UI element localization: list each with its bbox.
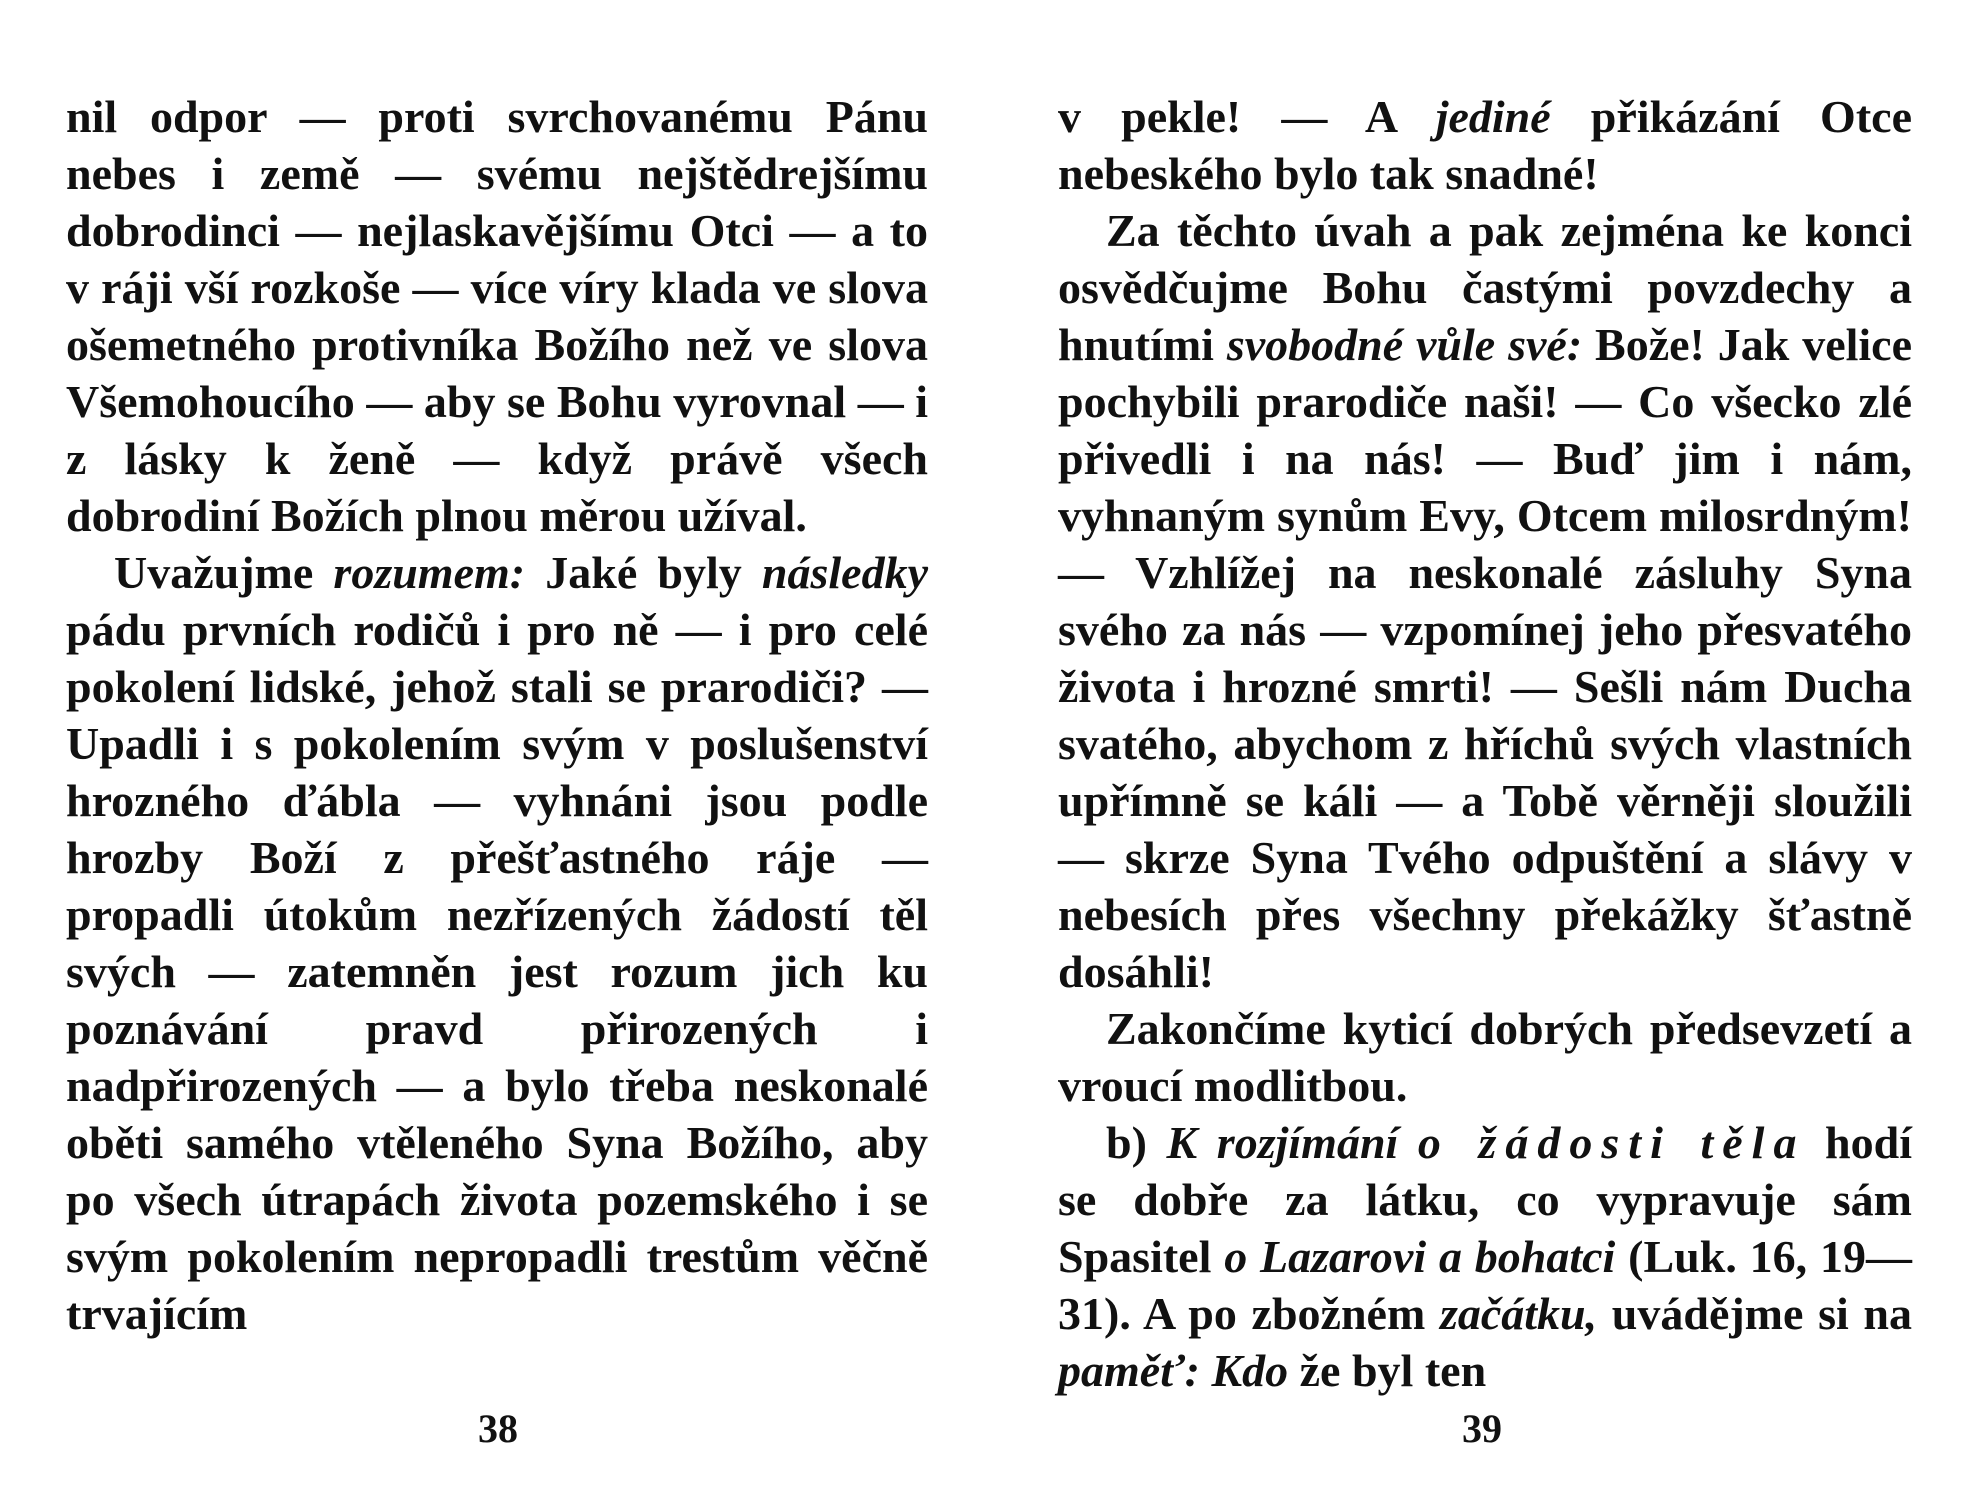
left-page-text bbox=[66, 88, 928, 1342]
text-run: b) bbox=[1106, 1117, 1167, 1168]
right-paragraph-1 bbox=[1058, 88, 1912, 202]
page-number-right: 39 bbox=[1462, 1406, 1502, 1451]
text-run: přikázání Otce nebeského bylo tak snadné! bbox=[1058, 91, 1912, 199]
emphasis-text: jediné bbox=[1435, 91, 1551, 142]
text-run: pádu prvních rodičů i pro ně — i pro celé pokolení lidské, jehož stali se prarodiči? — Upadli i s pokolením svým v poslušenství hrozného ďábla — vyhnáni jsou podle hrozby Boží z přešťastného ráje — propadli útokům nezřízených žádostí těl svých — zatemněn jest rozum jich ku poznávání pravd přirozených i nadpřirozených — a bylo třeba neskonalé oběti samého vtěleného Syna Božího, aby po všech útrapách života pozemského i se svým pokolením nepropadli trestům věčně trvajícím bbox=[66, 604, 928, 1339]
left-paragraph-1 bbox=[66, 88, 928, 544]
text-run: Bože! Jak velice pochybili prarodiče naši! — Co všecko zlé přivedli i na nás! — Buď jim i nám, vyhnaným synům Evy, Otcem milosrdným! — Vzhlížej na neskonalé zásluhy Syna svého za nás — vzpomínej jeho přesvatého života i hrozné smrti! — Sešli nám Ducha svatého, abychom z hříchů svých vlastních upřímně se káli — a Tobě věrněji sloužili — skrze Syna Tvého odpuštění a slávy v nebesích přes všechny překážky šťastně dosáhli! bbox=[1058, 319, 1913, 997]
emphasis-text: o Lazarovi a bohatci bbox=[1224, 1231, 1616, 1282]
page-number-left: 38 bbox=[478, 1406, 518, 1451]
right-paragraph-4 bbox=[1058, 1114, 1912, 1399]
right-page-text bbox=[1058, 88, 1912, 1399]
text-run: Za těchto úvah a pak zejména ke konci osvědčujme Bohu častými povzdechy a hnutími bbox=[1058, 205, 1912, 370]
text-run: v pekle! — A bbox=[1058, 91, 1436, 142]
text-run: že byl ten bbox=[1288, 1345, 1487, 1396]
emphasis-text: K rozjímání bbox=[1166, 1117, 1418, 1168]
right-paragraph-2 bbox=[1058, 202, 1912, 1000]
text-run: hodí se dobře za látku, co vypravuje sám Spasitel bbox=[1058, 1117, 1912, 1282]
emphasis-text: paměť: Kdo bbox=[1058, 1345, 1289, 1396]
right-paragraph-3 bbox=[1058, 1000, 1912, 1114]
text-run: nil odpor — proti svrchovanému Pánu nebes i země — svému nejštědrejšímu dobrodinci — nejlaskavějšímu Otci — a to v ráji vší rozkoše — více víry klada ve slova ošemetného protivníka Božího než ve slova Všemohoucího — aby se Bohu vyrovnal — i z lásky k ženě — když právě všech dobrodiní Božích plnou měrou užíval. bbox=[66, 91, 928, 541]
emphasis-text: rozumem: bbox=[333, 547, 526, 598]
text-run: Uvažujme bbox=[114, 547, 334, 598]
text-run: uvádějme si na bbox=[1597, 1288, 1913, 1339]
emphasis-text: svobodné vůle své: bbox=[1226, 319, 1583, 370]
text-run: Jaké byly bbox=[525, 547, 762, 598]
emphasis-text: následky bbox=[761, 547, 928, 598]
text-run: (Luk. 16, 19—31). A po zbožném bbox=[1058, 1231, 1912, 1339]
left-paragraph-2 bbox=[66, 544, 928, 1342]
emphasis-text: začátku, bbox=[1439, 1288, 1598, 1339]
text-run: Zakončíme kyticí dobrých předsevzetí a vroucí modlitbou. bbox=[1058, 1003, 1912, 1111]
spaced-emphasis-text: o žádosti těla bbox=[1417, 1117, 1806, 1168]
right-page bbox=[986, 0, 1972, 1500]
